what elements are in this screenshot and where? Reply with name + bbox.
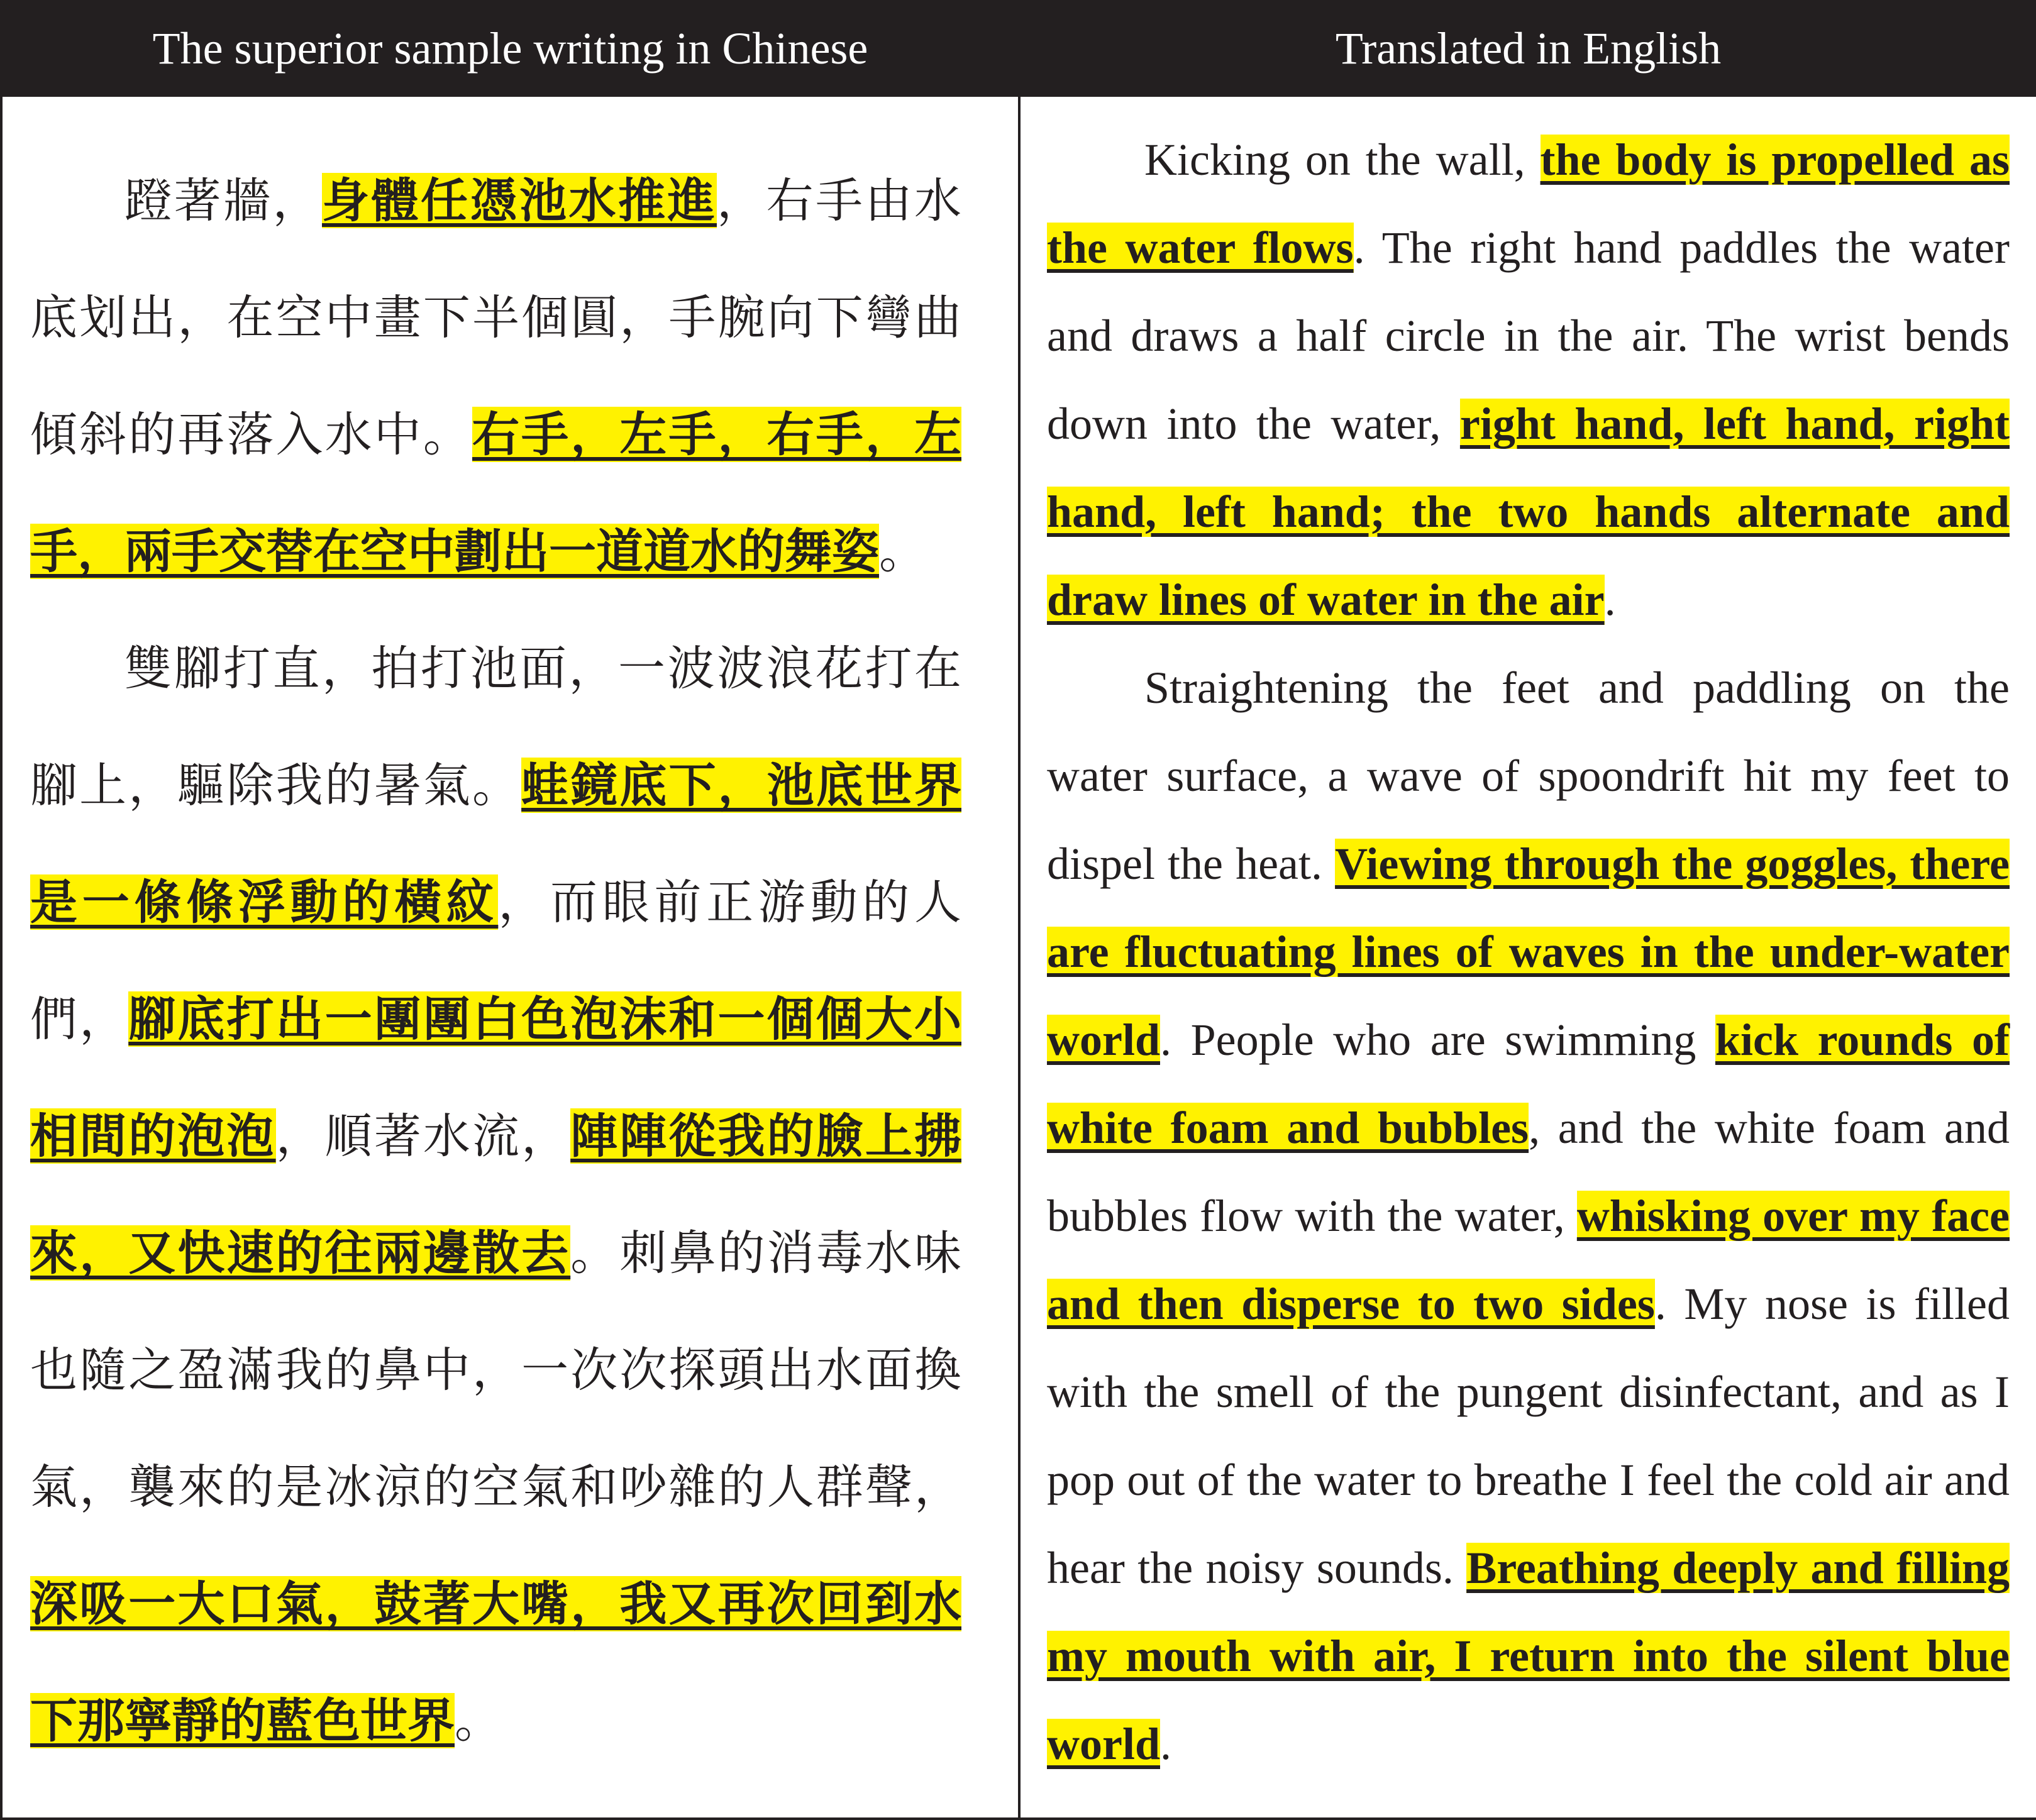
chinese-plain-text: ，順著水流， [275, 1108, 571, 1164]
chinese-plain-text: ，右手由水底划出，在空中畫下半個圓，手腕向下彎曲傾斜的再落入水中。 [30, 173, 961, 462]
english-highlight: Viewing through the goggles, there are fluctuating lines of waves in the under-water world [1047, 839, 2010, 1065]
chinese-plain-text: 。刺鼻的消毒水味也隨之盈滿我的鼻中，一次次探頭出水面換氣，襲來的是冰涼的空氣和吵雜的人群聲， [30, 1225, 961, 1514]
body-row [1, 96, 2036, 1819]
english-highlight: right hand, left hand, right hand, left hand; the two hands alternate and draw lines of water in the air [1047, 399, 2010, 625]
english-highlight: whisking over my face and then disperse to two sides [1047, 1191, 2010, 1329]
chinese-paragraph-2 [30, 610, 961, 1779]
english-highlight: Breathing deeply and filling my mouth with air, I return into the silent blue world [1047, 1543, 2010, 1769]
chinese-plain-text: 。 [455, 1693, 502, 1748]
chinese-plain-text: ，而眼前正游動的人們， [30, 874, 961, 1047]
english-highlight: the body is propelled as the water flows [1047, 135, 2010, 273]
header-english: Translated in English [1019, 1, 2036, 96]
chinese-paragraph-1 [30, 142, 961, 610]
english-paragraph-1 [1047, 116, 2010, 644]
english-plain-text: Kicking on the wall, [1144, 135, 1541, 185]
english-plain-text: . [1160, 1719, 1171, 1769]
chinese-highlight: 蛙鏡底下，池底世界是一條條浮動的橫紋 [30, 758, 961, 930]
english-plain-text: . People who are swimming [1160, 1015, 1715, 1065]
english-text [1047, 116, 2010, 1788]
chinese-plain-text: 蹬著牆， [124, 173, 322, 228]
english-plain-text: . [1604, 575, 1616, 625]
chinese-column [1, 96, 1019, 1819]
header-row [1, 1, 2036, 96]
english-highlight: kick rounds of white foam and bubbles [1047, 1015, 2010, 1153]
chinese-plain-text: 。 [879, 524, 927, 579]
chinese-highlight: 右手，左手，右手，左手，兩手交替在空中劃出一道道水的舞姿 [30, 407, 961, 579]
chinese-highlight: 身體任憑池水推進 [322, 173, 717, 228]
chinese-highlight: 腳底打出一團團白色泡沫和一個個大小相間的泡泡 [30, 991, 961, 1164]
english-plain-text: . The right hand paddles the water and draws a half circle in the air. The wrist bends down into the water, [1047, 223, 2010, 449]
english-plain-text: , and the white foam and bubbles flow with the water, [1047, 1103, 2010, 1241]
chinese-plain-text: 雙腳打直，拍打池面，一波波浪花打在腳上，驅除我的暑氣。 [30, 641, 961, 813]
english-plain-text: . My nose is filled with the smell of the pungent disinfectant, and as I pop out of the water to breathe I feel the cold air and hear the noisy sounds. [1047, 1279, 2010, 1593]
english-plain-text: Straightening the feet and paddling on the water surface, a wave of spoondrift hit my feet to dispel the heat. [1047, 663, 2010, 889]
header-chinese: The superior sample writing in Chinese [1, 1, 1019, 96]
english-paragraph-2 [1047, 644, 2010, 1788]
english-column [1019, 96, 2036, 1819]
chinese-highlight: 深吸一大口氣，鼓著大嘴，我又再次回到水下那寧靜的藍色世界 [30, 1576, 961, 1748]
chinese-text [30, 142, 961, 1779]
chinese-highlight: 陣陣從我的臉上拂來，又快速的往兩邊散去 [30, 1108, 961, 1281]
